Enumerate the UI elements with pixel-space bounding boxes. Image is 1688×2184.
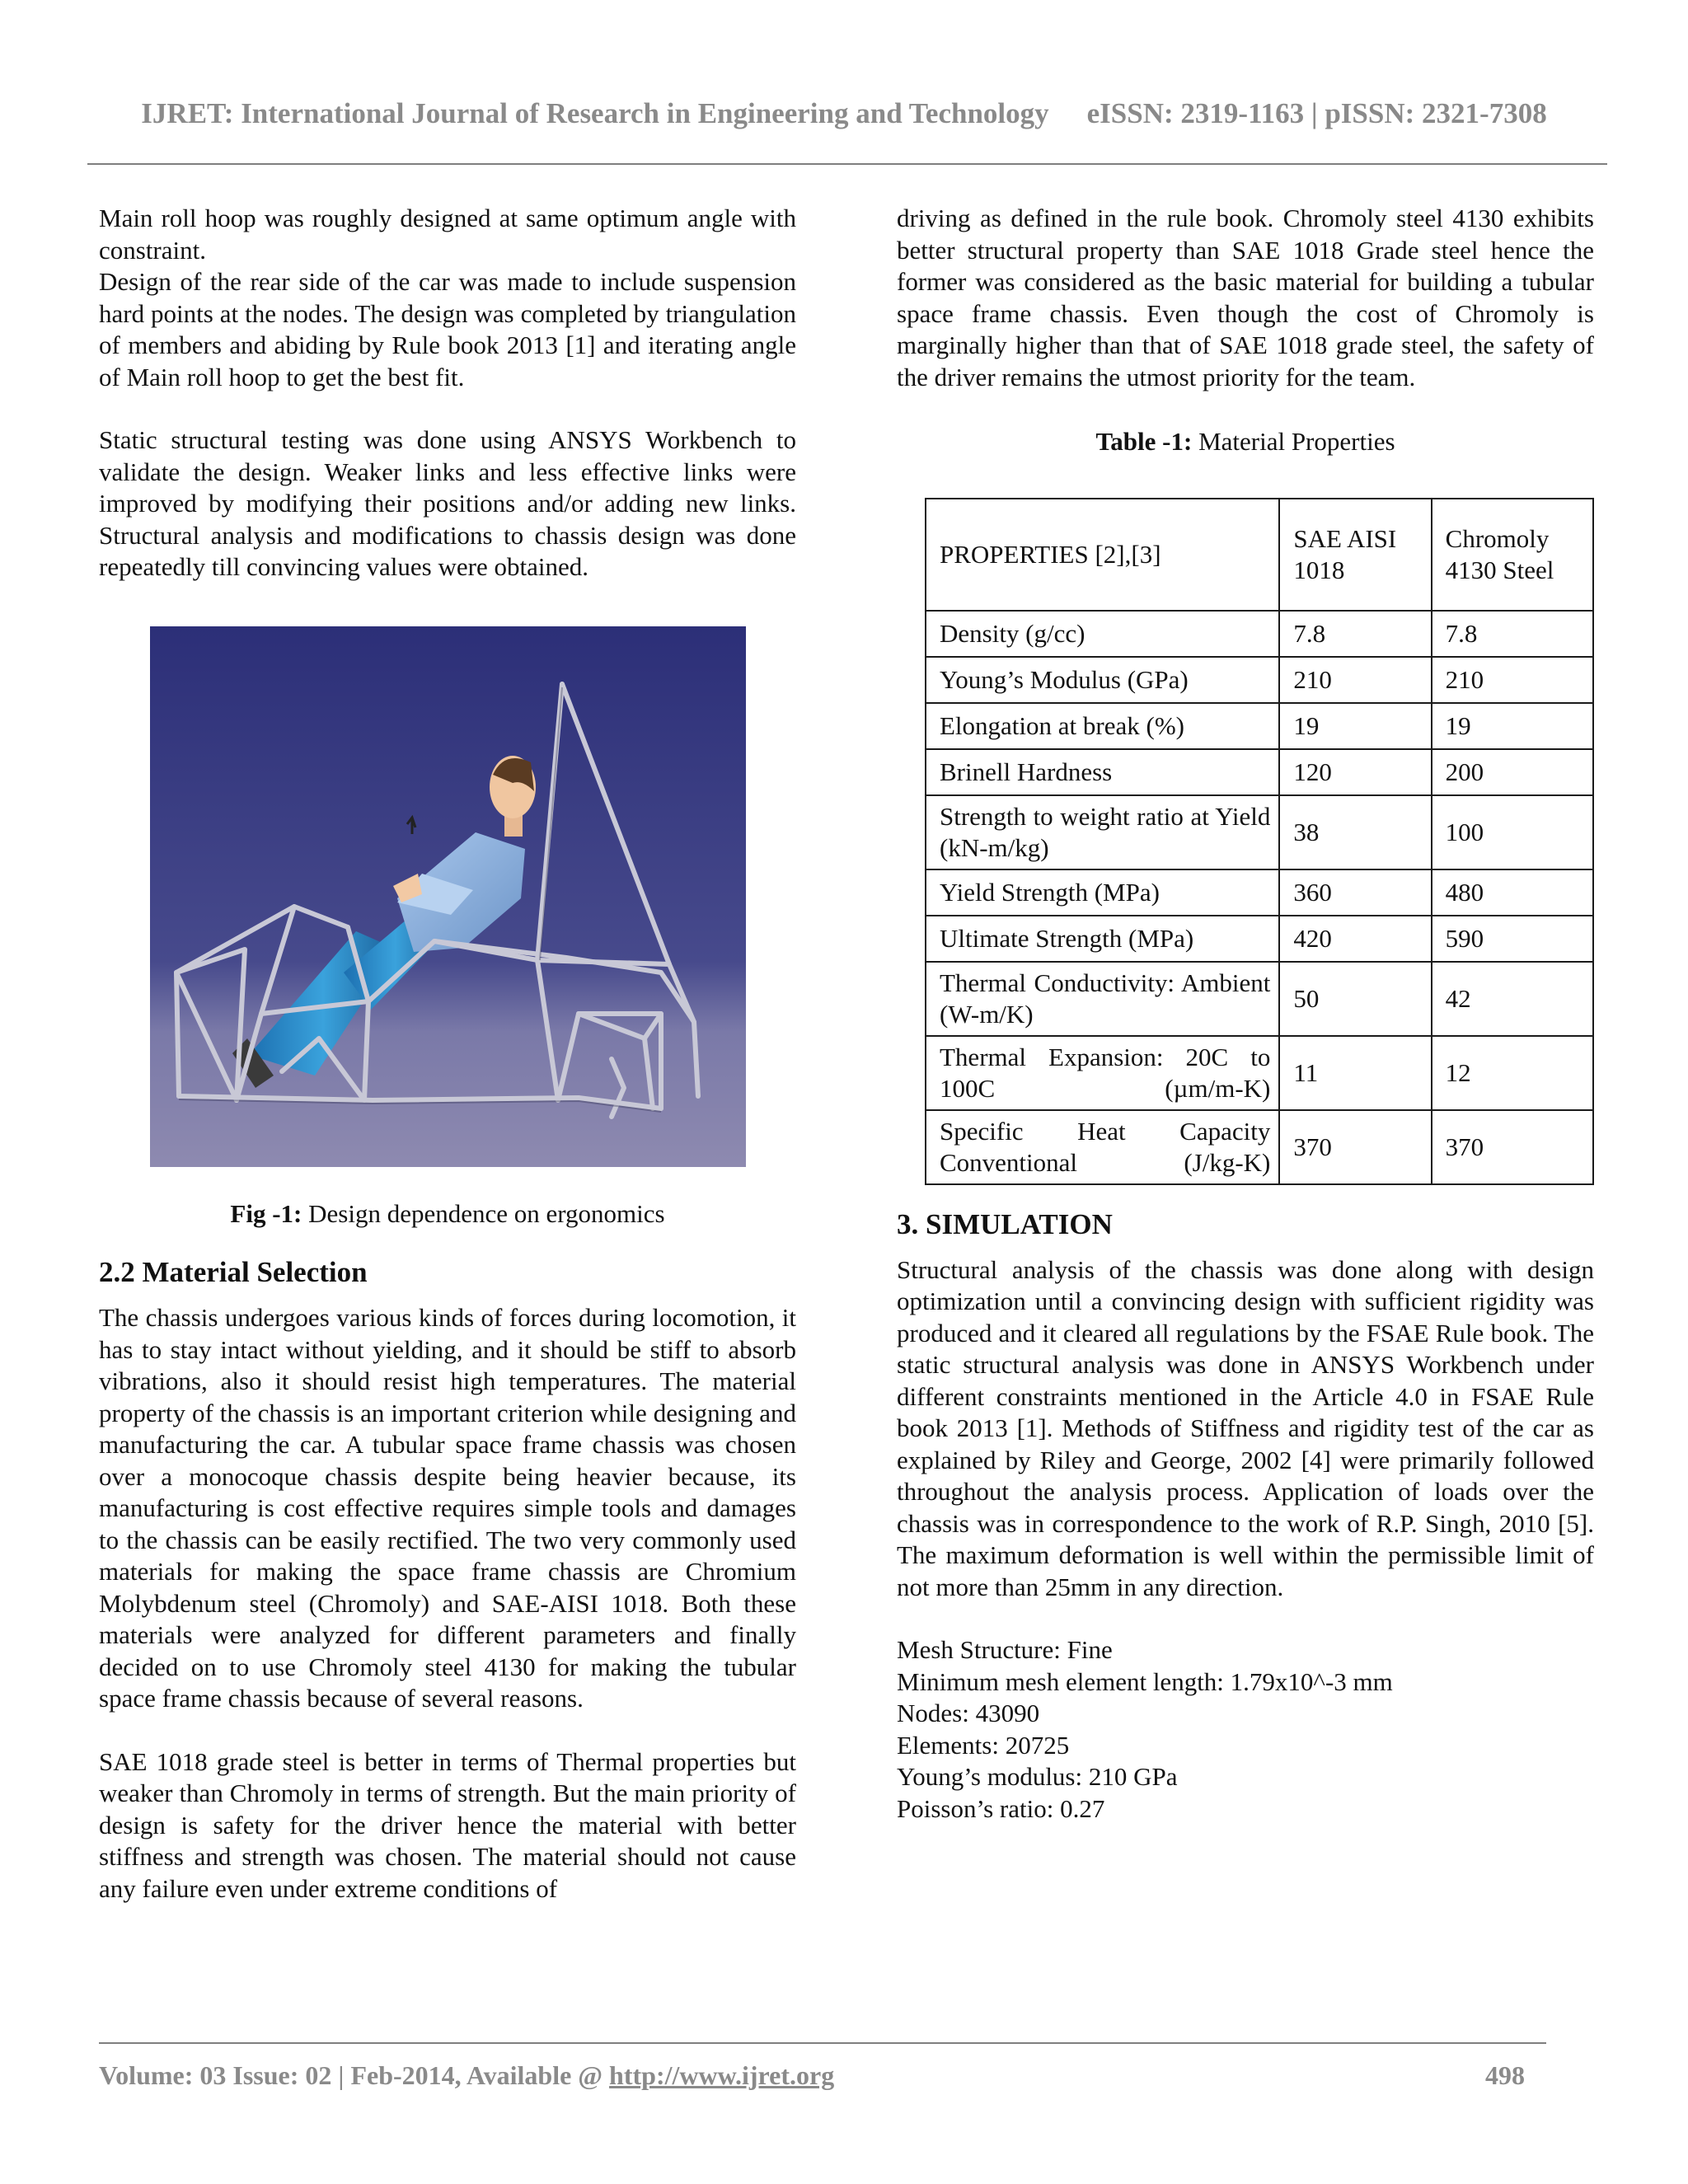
table-label: Table -1: (1095, 427, 1193, 456)
table-cell: 42 (1432, 962, 1593, 1036)
table-row (926, 916, 1593, 962)
paragraph: SAE 1018 grade steel is better in terms of Thermal properties but weaker than Chromoly in terms of strength. But the main priority of design is safety for the driver hence the material with better stiffness and strength was chosen. The material should not cause any failure even under extreme conditions of (99, 1746, 796, 1903)
table-cell: 38 (1279, 795, 1431, 869)
table-row (926, 703, 1593, 749)
table-cell: 360 (1279, 869, 1431, 916)
table-cell: 7.8 (1279, 611, 1431, 657)
paragraph: Main roll hoop was roughly designed at same optimum angle with constraint. (99, 204, 796, 265)
running-footer (99, 2060, 1525, 2091)
simulation-parameters (897, 1634, 1594, 1825)
journal-issn: eISSN: 2319-1163 | pISSN: 2321-7308 (1086, 97, 1547, 129)
table-cell: Density (g/cc) (926, 611, 1279, 657)
table-caption-text: Material Properties (1198, 427, 1395, 456)
table-cell: Thermal Conductivity: Ambient (W-m/K) (926, 962, 1279, 1036)
table-caption (897, 426, 1594, 458)
section-heading: 3. SIMULATION (897, 1207, 1113, 1240)
chassis-render-image (150, 626, 746, 1167)
table-row (926, 1036, 1593, 1110)
table-cell: Strength to weight ratio at Yield (kN-m/kg) (926, 795, 1279, 869)
table-header-cell: SAE AISI 1018 (1279, 499, 1431, 611)
paragraph: Design of the rear side of the car was made to include suspension hard points at the nodes. The design was completed by triangulation of members and abiding by Rule book 2013 [1] and iterating angle of Main roll hoop to get the best fit. (99, 267, 796, 391)
table-header-cell: PROPERTIES [2],[3] (926, 499, 1279, 611)
paragraph: driving as defined in the rule book. Chromoly steel 4130 exhibits better structural property than SAE 1018 Grade steel hence the former was considered as the basic material for building a tubular space frame chassis. Even though the cost of Chromoly is marginally higher than that of SAE 1018 grade steel, the safety of the driver remains the utmost priority for the team. (897, 204, 1594, 391)
journal-title: IJRET: International Journal of Research in Engineering and Technology (141, 97, 1049, 129)
header-rule (87, 163, 1607, 165)
table-cell: 19 (1432, 703, 1593, 749)
page-number: 498 (1485, 2060, 1525, 2090)
table-cell: 210 (1432, 657, 1593, 703)
table-cell: 480 (1432, 869, 1593, 916)
running-header (0, 97, 1688, 130)
figure-caption-text: Design dependence on ergonomics (308, 1198, 665, 1228)
table-cell: 7.8 (1432, 611, 1593, 657)
table-row (926, 962, 1593, 1036)
parameter-line: Young’s modulus: 210 GPa (897, 1762, 1178, 1791)
table-row (926, 1110, 1593, 1184)
table-cell: Brinell Hardness (926, 749, 1279, 795)
footer-text: Volume: 03 Issue: 02 | Feb-2014, Available @ (99, 2060, 610, 2090)
paragraph: Structural analysis of the chassis was done along with design optimization until a convincing design with sufficient rigidity was produced and it cleared all regulations by the FSAE Rule book. The static structural analysis was done in ANSYS Workbench under different constraints mentioned in the Article 4.0 in FSAE Rule book 2013 [1]. Methods of Stiffness and rigidity test of the car as explained by Riley and George, 2002 [4] were primarily followed throughout the analysis process. Application of loads over the chassis was in correspondence to the work of R.P. Singh, 2010 [5]. The maximum deformation is well within the permissible limit of not more than 25mm in any direction. (897, 1254, 1594, 1601)
table-cell: Ultimate Strength (MPa) (926, 916, 1279, 962)
table-header-row (926, 499, 1593, 611)
paragraph: Static structural testing was done using ANSYS Workbench to validate the design. Weaker links and less effective links were improved by modifying their positions and/or adding new links. Structural analysis and modifications to chassis design was done repeatedly till convincing values were obtained. (99, 425, 796, 581)
table-cell: Elongation at break (%) (926, 703, 1279, 749)
table-row (926, 869, 1593, 916)
right-column (897, 203, 1594, 1825)
journal-link[interactable]: http://www.ijret.org (609, 2060, 835, 2090)
paragraph: The chassis undergoes various kinds of forces during locomotion, it has to stay intact without yielding, and it should be stiff to absorb vibrations, also it should resist high temperatures. The material property of the chassis is an important criterion while designing and manufacturing the car. A tubular space frame chassis was chosen over a monocoque chassis despite being heavier because, its manufacturing is cost effective requires simple tools and damages to the chassis can be easily rectified. The two very commonly used materials for making the space frame chassis are Chromium Molybdenum steel (Chromoly) and SAE-AISI 1018. Both these materials were analyzed for different parameters and finally decided on to use Chromoly steel 4130 for making the tubular space frame chassis because of several reasons. (99, 1303, 796, 1713)
table-cell: 370 (1279, 1110, 1431, 1184)
table-row (926, 795, 1593, 869)
figure-label: Fig -1: (230, 1198, 302, 1228)
table-cell: Thermal Expansion: 20C to 100C (µm/m-K) (926, 1036, 1279, 1110)
parameter-line: Mesh Structure: Fine (897, 1635, 1113, 1664)
material-properties-table (925, 498, 1594, 1185)
table-row (926, 749, 1593, 795)
parameter-line: Poisson’s ratio: 0.27 (897, 1793, 1105, 1823)
table-header-cell: Chromoly 4130 Steel (1432, 499, 1593, 611)
table-cell: 19 (1279, 703, 1431, 749)
parameter-line: Minimum mesh element length: 1.79x10^-3 mm (897, 1666, 1393, 1696)
table-cell: 11 (1279, 1036, 1431, 1110)
table-row (926, 611, 1593, 657)
parameter-line: Elements: 20725 (897, 1730, 1070, 1760)
table-cell: 12 (1432, 1036, 1593, 1110)
figure-caption (99, 1198, 796, 1230)
table-cell: 100 (1432, 795, 1593, 869)
table-cell: Specific Heat Capacity Conventional (J/kg-K) (926, 1110, 1279, 1184)
table-cell: 590 (1432, 916, 1593, 962)
left-column (99, 203, 796, 1905)
table-cell: 210 (1279, 657, 1431, 703)
table-cell: 50 (1279, 962, 1431, 1036)
table-cell: Yield Strength (MPa) (926, 869, 1279, 916)
footer-rule (99, 2042, 1546, 2044)
parameter-line: Nodes: 43090 (897, 1699, 1040, 1727)
table-cell: 120 (1279, 749, 1431, 795)
table-row (926, 657, 1593, 703)
table-cell: 420 (1279, 916, 1431, 962)
figure-chassis-ergonomics (150, 626, 746, 1167)
table-cell: 200 (1432, 749, 1593, 795)
table-cell: 370 (1432, 1110, 1593, 1184)
section-heading: 2.2 Material Selection (99, 1256, 368, 1288)
table-cell: Young’s Modulus (GPa) (926, 657, 1279, 703)
